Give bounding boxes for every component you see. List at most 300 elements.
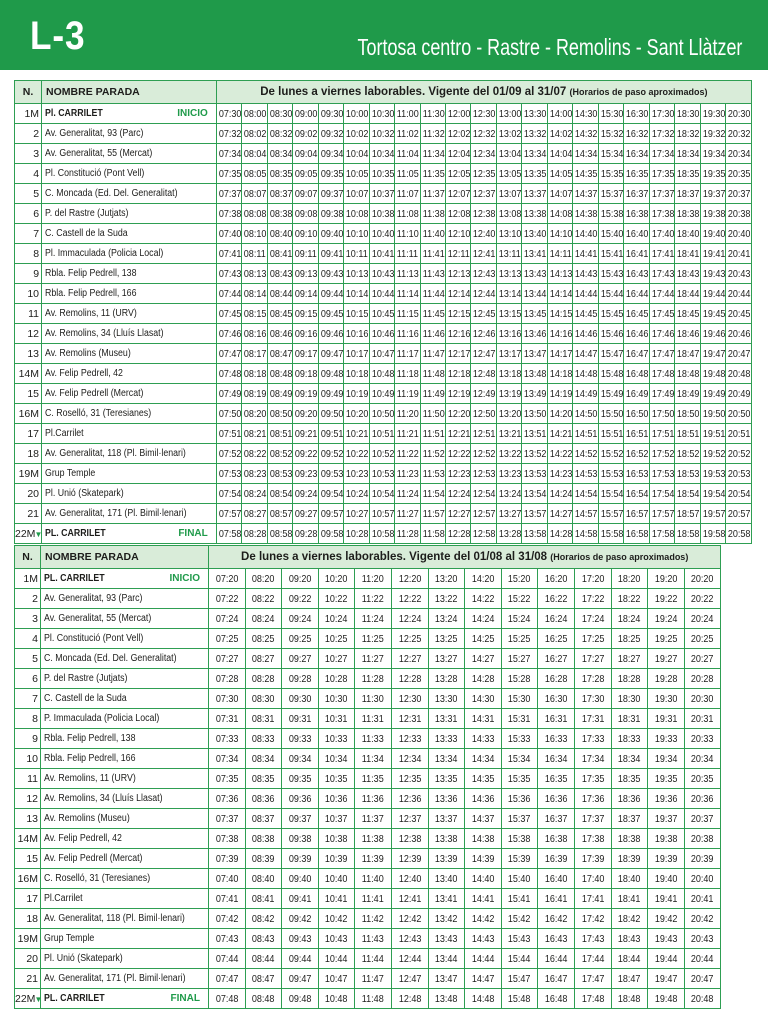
departure-time-label: 11:37 <box>422 187 445 200</box>
departure-time <box>267 104 292 124</box>
departure-time <box>496 184 521 204</box>
departure-time <box>648 569 685 589</box>
stop-name <box>41 629 209 649</box>
departure-time-label: 14:05 <box>549 167 573 180</box>
departure-time-label: 11:57 <box>422 507 445 520</box>
departure-time <box>216 164 241 184</box>
departure-time <box>675 164 700 184</box>
departure-time <box>675 284 700 304</box>
departure-time <box>465 809 502 829</box>
departure-time <box>700 104 725 124</box>
departure-time-label: 11:47 <box>362 972 385 985</box>
date-to: 31/08 <box>518 551 548 563</box>
departure-time <box>471 404 496 424</box>
departure-time-label: 12:33 <box>398 732 422 745</box>
departure-time-label: 09:08 <box>295 207 318 220</box>
departure-time-label: 11:20 <box>396 407 419 420</box>
departure-time <box>242 104 267 124</box>
departure-time-label: 19:25 <box>654 632 678 645</box>
departure-time-label: 19:38 <box>702 207 726 220</box>
departure-time <box>501 909 538 929</box>
departure-time <box>611 909 648 929</box>
departure-time <box>395 404 420 424</box>
departure-time-label: 09:37 <box>320 187 344 200</box>
departure-time <box>355 969 392 989</box>
departure-time-label: 20:47 <box>727 347 751 360</box>
departure-time-label: 13:07 <box>498 187 522 200</box>
departure-time-label: 09:11 <box>294 247 317 260</box>
departure-time-label: 20:46 <box>727 327 751 340</box>
departure-time <box>538 909 575 929</box>
departure-time-label: 08:33 <box>252 732 275 745</box>
departure-time-label: 10:37 <box>325 812 348 825</box>
departure-time <box>611 789 648 809</box>
departure-time <box>573 324 598 344</box>
departure-time-label: 14:22 <box>549 447 573 460</box>
departure-time <box>318 749 355 769</box>
departure-time-label: 20:32 <box>727 127 751 140</box>
stop-name-label: Av. Felip Pedrell, 42 <box>44 833 122 844</box>
stop-number <box>15 589 41 609</box>
departure-time <box>465 889 502 909</box>
departure-time-label: 15:37 <box>508 812 531 825</box>
departure-time-label: 13:19 <box>498 387 522 400</box>
departure-time <box>598 444 623 464</box>
departure-time-label: 11:18 <box>396 367 419 380</box>
departure-time <box>391 709 428 729</box>
departure-time-label: 12:38 <box>398 832 422 845</box>
departure-time <box>209 589 246 609</box>
departure-time <box>445 204 470 224</box>
departure-time <box>611 869 648 889</box>
departure-time <box>282 869 319 889</box>
stop-name <box>42 344 217 364</box>
departure-time-label: 16:48 <box>626 367 649 380</box>
departure-time-label: 14:17 <box>549 347 573 360</box>
departure-time <box>318 204 343 224</box>
departure-time-label: 20:31 <box>691 712 714 725</box>
departure-time-label: 08:32 <box>269 127 293 140</box>
departure-time-label: 13:35 <box>524 167 547 180</box>
stop-name-label: Av. Generalitat, 118 (Pl. Bimil·lenari) <box>45 448 186 459</box>
departure-time <box>242 324 267 344</box>
departure-time <box>216 104 241 124</box>
departure-time-label: 13:28 <box>498 527 522 540</box>
departure-time <box>611 849 648 869</box>
departure-time-label: 08:37 <box>269 187 293 200</box>
departure-time-label: 18:38 <box>618 832 641 845</box>
departure-time <box>624 424 649 444</box>
departure-time-label: 10:04 <box>345 147 369 160</box>
departure-time-label: 19:22 <box>654 592 678 605</box>
departure-time-label: 12:20 <box>447 407 471 420</box>
stop-number <box>15 569 41 589</box>
departure-time-label: 08:30 <box>252 692 275 705</box>
stop-number-label: 5 <box>33 187 40 200</box>
validity-header <box>216 81 751 104</box>
departure-time-label: 18:33 <box>618 732 641 745</box>
departure-time <box>209 729 246 749</box>
departure-time <box>395 424 420 444</box>
stop-name <box>42 144 217 164</box>
stop-name-label: Pl.Carrilet <box>44 893 83 904</box>
departure-time <box>344 204 369 224</box>
departure-time <box>538 949 575 969</box>
header-bar <box>0 0 768 70</box>
departure-time <box>700 344 725 364</box>
departure-time-label: 08:19 <box>244 387 267 400</box>
departure-time-label: 14:46 <box>575 327 598 340</box>
stop-row <box>15 444 752 464</box>
departure-time <box>496 124 521 144</box>
departure-time <box>700 164 725 184</box>
stop-row <box>15 524 752 544</box>
departure-time-label: 09:37 <box>288 812 312 825</box>
departure-time <box>293 404 318 424</box>
departure-time <box>700 504 725 524</box>
departure-time-label: 14:30 <box>575 107 598 120</box>
stop-number <box>15 384 42 404</box>
departure-time <box>216 464 241 484</box>
departure-time-label: 19:33 <box>654 732 678 745</box>
departure-time-label: 20:38 <box>691 832 714 845</box>
departure-time <box>649 284 674 304</box>
stop-name-label: Av. Generalitat, 118 (Pl. Bimil·lenari) <box>44 913 185 924</box>
departure-time <box>675 444 700 464</box>
departure-time-label: 18:34 <box>618 752 641 765</box>
departure-time <box>700 124 725 144</box>
departure-time <box>318 304 343 324</box>
stop-name-label: Av. Remolins, 11 (URV) <box>45 308 137 319</box>
departure-time <box>355 789 392 809</box>
departure-time <box>369 344 394 364</box>
departure-time <box>522 424 547 444</box>
departure-time <box>624 284 649 304</box>
departure-time <box>355 689 392 709</box>
stop-row <box>15 404 752 424</box>
departure-time <box>267 244 292 264</box>
departure-time <box>611 609 648 629</box>
departure-time-label: 08:40 <box>269 227 293 240</box>
departure-time <box>649 164 674 184</box>
stop-name <box>42 224 217 244</box>
departure-time <box>209 769 246 789</box>
departure-time <box>282 629 319 649</box>
stop-number-label: 11 <box>27 772 38 785</box>
departure-time-label: 15:46 <box>600 327 624 340</box>
departure-time-label: 08:16 <box>244 327 267 340</box>
stop-row <box>15 889 721 909</box>
departure-time-label: 09:48 <box>288 992 312 1005</box>
departure-time-label: 09:41 <box>288 892 312 905</box>
departure-time <box>216 264 241 284</box>
departure-time-label: 14:40 <box>471 872 495 885</box>
stop-name-label: Av. Generalitat, 93 (Parc) <box>44 593 143 604</box>
departure-time-label: 13:34 <box>524 147 547 160</box>
departure-time <box>471 524 496 544</box>
departure-time <box>574 849 611 869</box>
departure-time-label: 08:52 <box>269 447 293 460</box>
stop-number-label: 18 <box>26 912 38 925</box>
departure-time-label: 10:34 <box>325 752 348 765</box>
departure-time <box>420 204 445 224</box>
departure-time <box>267 164 292 184</box>
departure-time <box>282 789 319 809</box>
departure-time <box>344 384 369 404</box>
departure-time-label: 19:58 <box>702 527 726 540</box>
departure-time-label: 08:35 <box>252 772 275 785</box>
departure-time <box>648 749 685 769</box>
departure-time <box>624 504 649 524</box>
departure-time <box>684 789 721 809</box>
departure-time-label: 07:30 <box>215 692 239 705</box>
route-title: Tortosa centro - Rastre - Remolins - Sant Llàtzer <box>357 34 742 60</box>
departure-time-label: 09:44 <box>288 952 312 965</box>
departure-time <box>395 464 420 484</box>
departure-time <box>344 524 369 544</box>
departure-time-label: 16:51 <box>626 427 649 440</box>
departure-time-label: 10:35 <box>371 167 395 180</box>
departure-time-label: 13:41 <box>524 247 547 260</box>
departure-time-label: 15:39 <box>508 852 531 865</box>
stop-number-label: 22M <box>15 992 36 1005</box>
departure-time <box>649 184 674 204</box>
departure-time <box>318 384 343 404</box>
stop-number <box>15 649 41 669</box>
stop-number <box>15 889 41 909</box>
stop-name <box>42 284 217 304</box>
departure-time <box>684 629 721 649</box>
departure-time-label: 08:00 <box>244 107 267 120</box>
departure-time-label: 17:33 <box>581 732 605 745</box>
departure-time-label: 14:27 <box>471 652 495 665</box>
departure-time <box>624 204 649 224</box>
departure-time <box>355 869 392 889</box>
departure-time <box>624 484 649 504</box>
stop-number <box>15 164 42 184</box>
departure-time <box>538 809 575 829</box>
departure-time-label: 11:24 <box>396 487 419 500</box>
departure-time-label: 15:42 <box>508 912 531 925</box>
departure-time-label: 07:57 <box>218 507 242 520</box>
departure-time-label: 08:48 <box>269 367 293 380</box>
departure-time-label: 12:42 <box>398 912 422 925</box>
departure-time <box>675 524 700 544</box>
stop-number-label: 6 <box>33 207 40 220</box>
departure-time-label: 07:58 <box>218 527 242 540</box>
departure-time-label: 16:49 <box>626 387 649 400</box>
departure-time <box>522 364 547 384</box>
departure-time-label: 16:30 <box>544 692 568 705</box>
departure-time <box>369 144 394 164</box>
departure-time-label: 17:40 <box>651 227 675 240</box>
departure-time <box>282 729 319 749</box>
departure-time-label: 13:20 <box>435 572 458 585</box>
departure-time-label: 14:07 <box>549 187 573 200</box>
stop-name-label: Pl.Carrilet <box>45 428 84 439</box>
stop-number <box>15 464 42 484</box>
departure-time <box>547 504 572 524</box>
departure-time-label: 09:35 <box>288 772 312 785</box>
departure-time <box>428 709 465 729</box>
departure-time-label: 11:44 <box>422 287 445 300</box>
departure-time <box>611 929 648 949</box>
departure-time-label: 15:24 <box>508 612 531 625</box>
stop-name <box>41 889 209 909</box>
departure-time-label: 08:30 <box>269 107 293 120</box>
departure-time <box>293 264 318 284</box>
departure-time <box>391 789 428 809</box>
departure-time <box>465 929 502 949</box>
date-to: 31/07 <box>537 86 567 98</box>
departure-time <box>391 989 428 1009</box>
departure-time <box>355 589 392 609</box>
departure-time-label: 10:42 <box>325 912 348 925</box>
departure-time-label: 18:32 <box>677 127 700 140</box>
departure-time <box>428 949 465 969</box>
departure-time <box>684 769 721 789</box>
departure-time-label: 18:52 <box>677 447 700 460</box>
departure-time <box>547 364 572 384</box>
departure-time <box>496 364 521 384</box>
departure-time <box>395 344 420 364</box>
departure-time <box>598 104 623 124</box>
departure-time-label: 14:04 <box>549 147 573 160</box>
departure-time-label: 08:43 <box>252 932 275 945</box>
departure-time <box>684 709 721 729</box>
departure-time <box>267 364 292 384</box>
departure-time-label: 16:39 <box>544 852 568 865</box>
departure-time <box>318 344 343 364</box>
departure-time <box>355 909 392 929</box>
departure-time-label: 18:46 <box>677 327 700 340</box>
departure-time <box>445 304 470 324</box>
departure-time <box>395 144 420 164</box>
departure-time-label: 14:41 <box>471 892 495 905</box>
departure-time <box>611 689 648 709</box>
departure-time <box>624 304 649 324</box>
departure-time <box>391 969 428 989</box>
departure-time <box>318 669 355 689</box>
departure-time <box>624 264 649 284</box>
departure-time-label: 19:32 <box>702 127 726 140</box>
departure-time-label: 12:10 <box>447 227 471 240</box>
departure-time <box>465 909 502 929</box>
departure-time <box>318 104 343 124</box>
departure-time-label: 08:24 <box>244 487 267 500</box>
departure-time <box>420 144 445 164</box>
departure-time <box>522 264 547 284</box>
departure-time <box>611 569 648 589</box>
departure-time-label: 16:31 <box>544 712 568 725</box>
departure-time-label: 16:30 <box>626 107 649 120</box>
departure-time-label: 14:27 <box>549 507 573 520</box>
departure-time-label: 16:34 <box>626 147 649 160</box>
departure-time <box>318 144 343 164</box>
departure-time <box>726 284 752 304</box>
departure-time <box>675 344 700 364</box>
departure-time <box>496 324 521 344</box>
departure-time-label: 08:44 <box>252 952 275 965</box>
stop-name <box>42 404 217 424</box>
departure-time <box>209 809 246 829</box>
departure-time-label: 09:45 <box>320 307 344 320</box>
departure-time <box>538 669 575 689</box>
departure-time-label: 19:47 <box>702 347 726 360</box>
stop-row <box>15 124 752 144</box>
departure-time-label: 13:34 <box>435 752 458 765</box>
stop-row <box>15 629 721 649</box>
departure-time-label: 19:28 <box>654 672 678 685</box>
departure-time <box>598 424 623 444</box>
departure-time-label: 19:43 <box>702 267 726 280</box>
departure-time-label: 07:39 <box>215 852 239 865</box>
departure-time-label: 08:27 <box>252 652 275 665</box>
departure-time <box>648 609 685 629</box>
stop-name-label: Pl. Constitució (Pont Vell) <box>45 168 145 179</box>
stop-name-label: C. Roselló, 31 (Teresianes) <box>44 873 151 884</box>
departure-time <box>649 124 674 144</box>
departure-time <box>344 464 369 484</box>
departure-time-label: 10:27 <box>325 652 348 665</box>
departure-time <box>648 909 685 929</box>
departure-time-label: 10:23 <box>345 467 369 480</box>
departure-time-label: 10:35 <box>325 772 348 785</box>
departure-time-label: 11:10 <box>396 227 419 240</box>
departure-time <box>496 224 521 244</box>
departure-time-label: 12:27 <box>447 507 471 520</box>
departure-time-label: 10:43 <box>371 267 395 280</box>
departure-time-label: 11:54 <box>422 487 445 500</box>
departure-time <box>538 609 575 629</box>
departure-time-label: 14:20 <box>471 572 495 585</box>
departure-time-label: 10:22 <box>325 592 348 605</box>
departure-time-label: 18:34 <box>677 147 700 160</box>
departure-time-label: 10:02 <box>345 127 369 140</box>
departure-time <box>318 629 355 649</box>
departure-time-label: 19:46 <box>702 327 726 340</box>
departure-time <box>318 464 343 484</box>
departure-time <box>573 424 598 444</box>
departure-time <box>574 789 611 809</box>
stop-name-label: P. del Rastre (Jutjats) <box>45 208 129 219</box>
departure-time <box>282 749 319 769</box>
stop-row <box>15 649 721 669</box>
departure-time <box>465 729 502 749</box>
departure-time-label: 14:44 <box>575 287 598 300</box>
stop-name-label: Av. Remolins (Museu) <box>45 348 131 359</box>
departure-time-label: 16:52 <box>626 447 649 460</box>
departure-time <box>245 689 282 709</box>
departure-time <box>684 909 721 929</box>
departure-time <box>428 589 465 609</box>
departure-time-label: 13:10 <box>498 227 522 240</box>
departure-time <box>445 404 470 424</box>
departure-time <box>648 689 685 709</box>
departure-time-label: 10:18 <box>345 367 369 380</box>
departure-time <box>471 104 496 124</box>
departure-time-label: 18:58 <box>677 527 700 540</box>
departure-time <box>242 244 267 264</box>
departure-time-label: 07:54 <box>218 487 242 500</box>
departure-time <box>369 324 394 344</box>
departure-time <box>598 244 623 264</box>
departure-time <box>209 709 246 729</box>
departure-time-label: 12:40 <box>473 227 496 240</box>
departure-time <box>344 344 369 364</box>
departure-time-label: 16:35 <box>626 167 649 180</box>
departure-time <box>574 729 611 749</box>
